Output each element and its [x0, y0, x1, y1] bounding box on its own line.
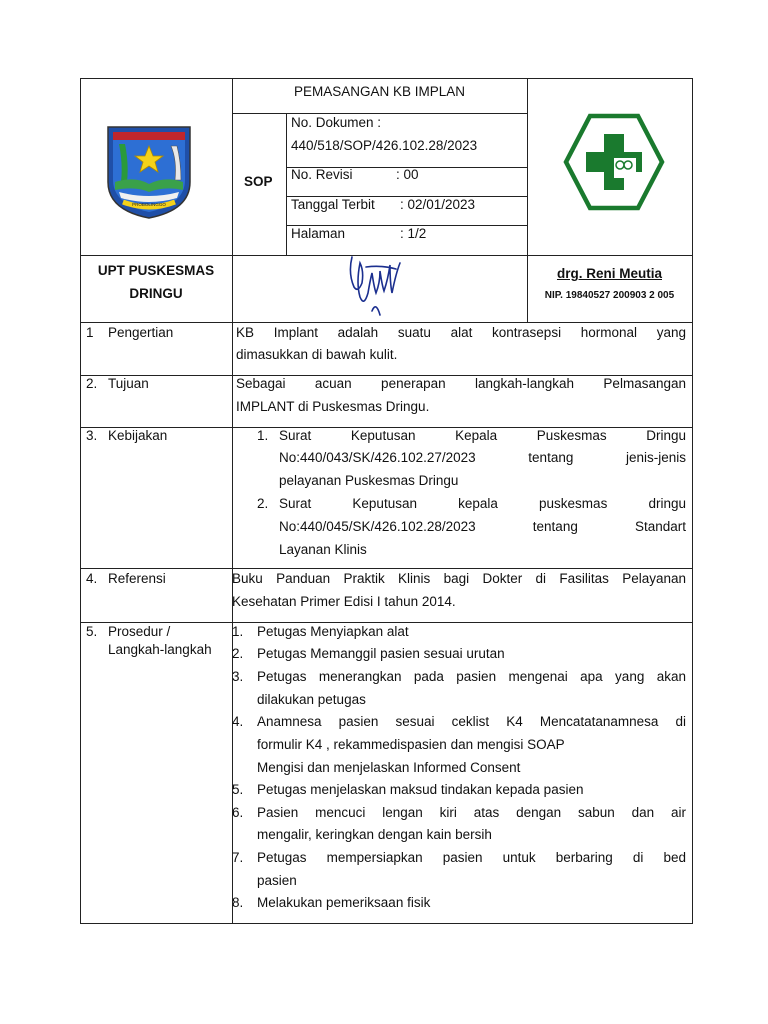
prosedur-item-8-number: 8. [232, 895, 244, 910]
prosedur-item-5-line-1: Petugas menjelaskan maksud tindakan kepada pasien [257, 782, 584, 797]
table-border-bottom [80, 923, 693, 924]
table-border-left [80, 78, 81, 924]
dokumen-label: No. Dokumen : [291, 115, 382, 130]
kebijakan-item-1-line-1: Surat Keputusan Kepala Puskesmas Dringu [279, 428, 686, 443]
section-4-label: Referensi [108, 571, 166, 586]
sop-label: SOP [244, 174, 273, 189]
prosedur-item-3-line-2: dilakukan petugas [257, 692, 366, 707]
prosedur-item-6-number: 6. [232, 805, 244, 820]
signatory-nip: NIP. 19840527 200903 2 005 [544, 290, 675, 301]
regency-crest-icon [105, 124, 193, 220]
section-1-line-1: KB Implant adalah suatu alat kontrasepsi hormonal yang [236, 325, 686, 340]
halaman-value: : 1/2 [400, 226, 427, 241]
prosedur-item-1-number: 1. [232, 624, 244, 639]
institution-name-line1: UPT PUSKESMAS [97, 263, 215, 278]
section-3-number: 3. [86, 428, 98, 443]
section-4-line-2: Kesehatan Primer Edisi I tahun 2014. [232, 594, 456, 609]
prosedur-item-6-line-1: Pasien mencuci lengan kiri atas dengan sabun dan air [257, 805, 686, 820]
prosedur-item-1-line-1: Petugas Menyiapkan alat [257, 624, 409, 639]
kebijakan-item-2-line-3: Layanan Klinis [279, 542, 367, 557]
section-4-line-1: Buku Panduan Praktik Klinis bagi Dokter di Fasilitas Pelayanan [232, 571, 686, 586]
kebijakan-item-1-line-2: No:440/043/SK/426.102.27/2023 tentang jenis-jenis [279, 450, 686, 465]
table-border-right [692, 78, 693, 924]
prosedur-item-2-line-1: Petugas Memanggil pasien sesuai urutan [257, 646, 505, 661]
prosedur-item-3-line-1: Petugas menerangkan pada pasien mengenai apa yang akan [257, 669, 686, 684]
dokumen-value: 440/518/SOP/426.102.28/2023 [291, 138, 478, 153]
halaman-label: Halaman [291, 226, 346, 241]
prosedur-item-4-line-1: Anamnesa pasien sesuai ceklist K4 Mencatatanamnesa di [257, 714, 686, 729]
prosedur-item-7-number: 7. [232, 850, 244, 865]
prosedur-item-8-line-1: Melakukan pemeriksaan fisik [257, 895, 431, 910]
prosedur-item-6-line-2: mengalir, keringkan dengan kain bersih [257, 827, 492, 842]
prosedur-item-7-line-2: pasien [257, 873, 297, 888]
puskesmas-logo-icon [562, 112, 666, 212]
kebijakan-item-2-number: 2. [257, 496, 269, 511]
kebijakan-item-2-line-1: Surat Keputusan kepala puskesmas dringu [279, 496, 686, 511]
section-5-number: 5. [86, 624, 98, 639]
revisi-value: : 00 [396, 167, 419, 182]
section-1-line-2: dimasukkan di bawah kulit. [236, 347, 398, 362]
section-2-line-2: IMPLANT di Puskesmas Dringu. [236, 399, 430, 414]
section-2-label: Tujuan [108, 376, 149, 391]
section-1-number: 1 [86, 325, 94, 340]
terbit-value: : 02/01/2023 [400, 197, 476, 212]
signatory-name: drg. Reni Meutia [556, 266, 662, 281]
kebijakan-item-2-line-2: No:440/045/SK/426.102.28/2023 tentang Standart [279, 519, 686, 534]
signature-image [346, 253, 406, 319]
table-border-top [80, 78, 693, 79]
crest-ribbon-text: PROBOLINGGO [132, 202, 166, 207]
prosedur-item-4-number: 4. [232, 714, 244, 729]
institution-name-line2: DRINGU [129, 286, 183, 301]
prosedur-item-2-number: 2. [232, 646, 244, 661]
section-2-line-1: Sebagai acuan penerapan langkah-langkah Pelmasangan [236, 376, 686, 391]
section-3-label: Kebijakan [108, 428, 168, 443]
kebijakan-item-1-number: 1. [257, 428, 269, 443]
section-5-label-2: Langkah-langkah [108, 642, 212, 657]
prosedur-item-7-line-1: Petugas mempersiapkan pasien untuk berbaring di bed [257, 850, 686, 865]
prosedur-item-4-line-2: formulir K4 , rekammedispasien dan mengisi SOAP [257, 737, 565, 752]
prosedur-item-5-number: 5. [232, 782, 244, 797]
document-title: PEMASANGAN KB IMPLAN [293, 84, 466, 99]
revisi-label: No. Revisi [291, 167, 353, 182]
kebijakan-item-1-line-3: pelayanan Puskesmas Dringu [279, 473, 459, 488]
section-4-number: 4. [86, 571, 98, 586]
section-5-label: Prosedur / [108, 624, 171, 639]
terbit-label: Tanggal Terbit [291, 197, 375, 212]
prosedur-item-4-line-3: Mengisi dan menjelaskan Informed Consent [257, 760, 521, 775]
section-2-number: 2. [86, 376, 98, 391]
sop-column-divider [286, 113, 287, 255]
section-1-label: Pengertian [108, 325, 174, 340]
prosedur-item-3-number: 3. [232, 669, 244, 684]
